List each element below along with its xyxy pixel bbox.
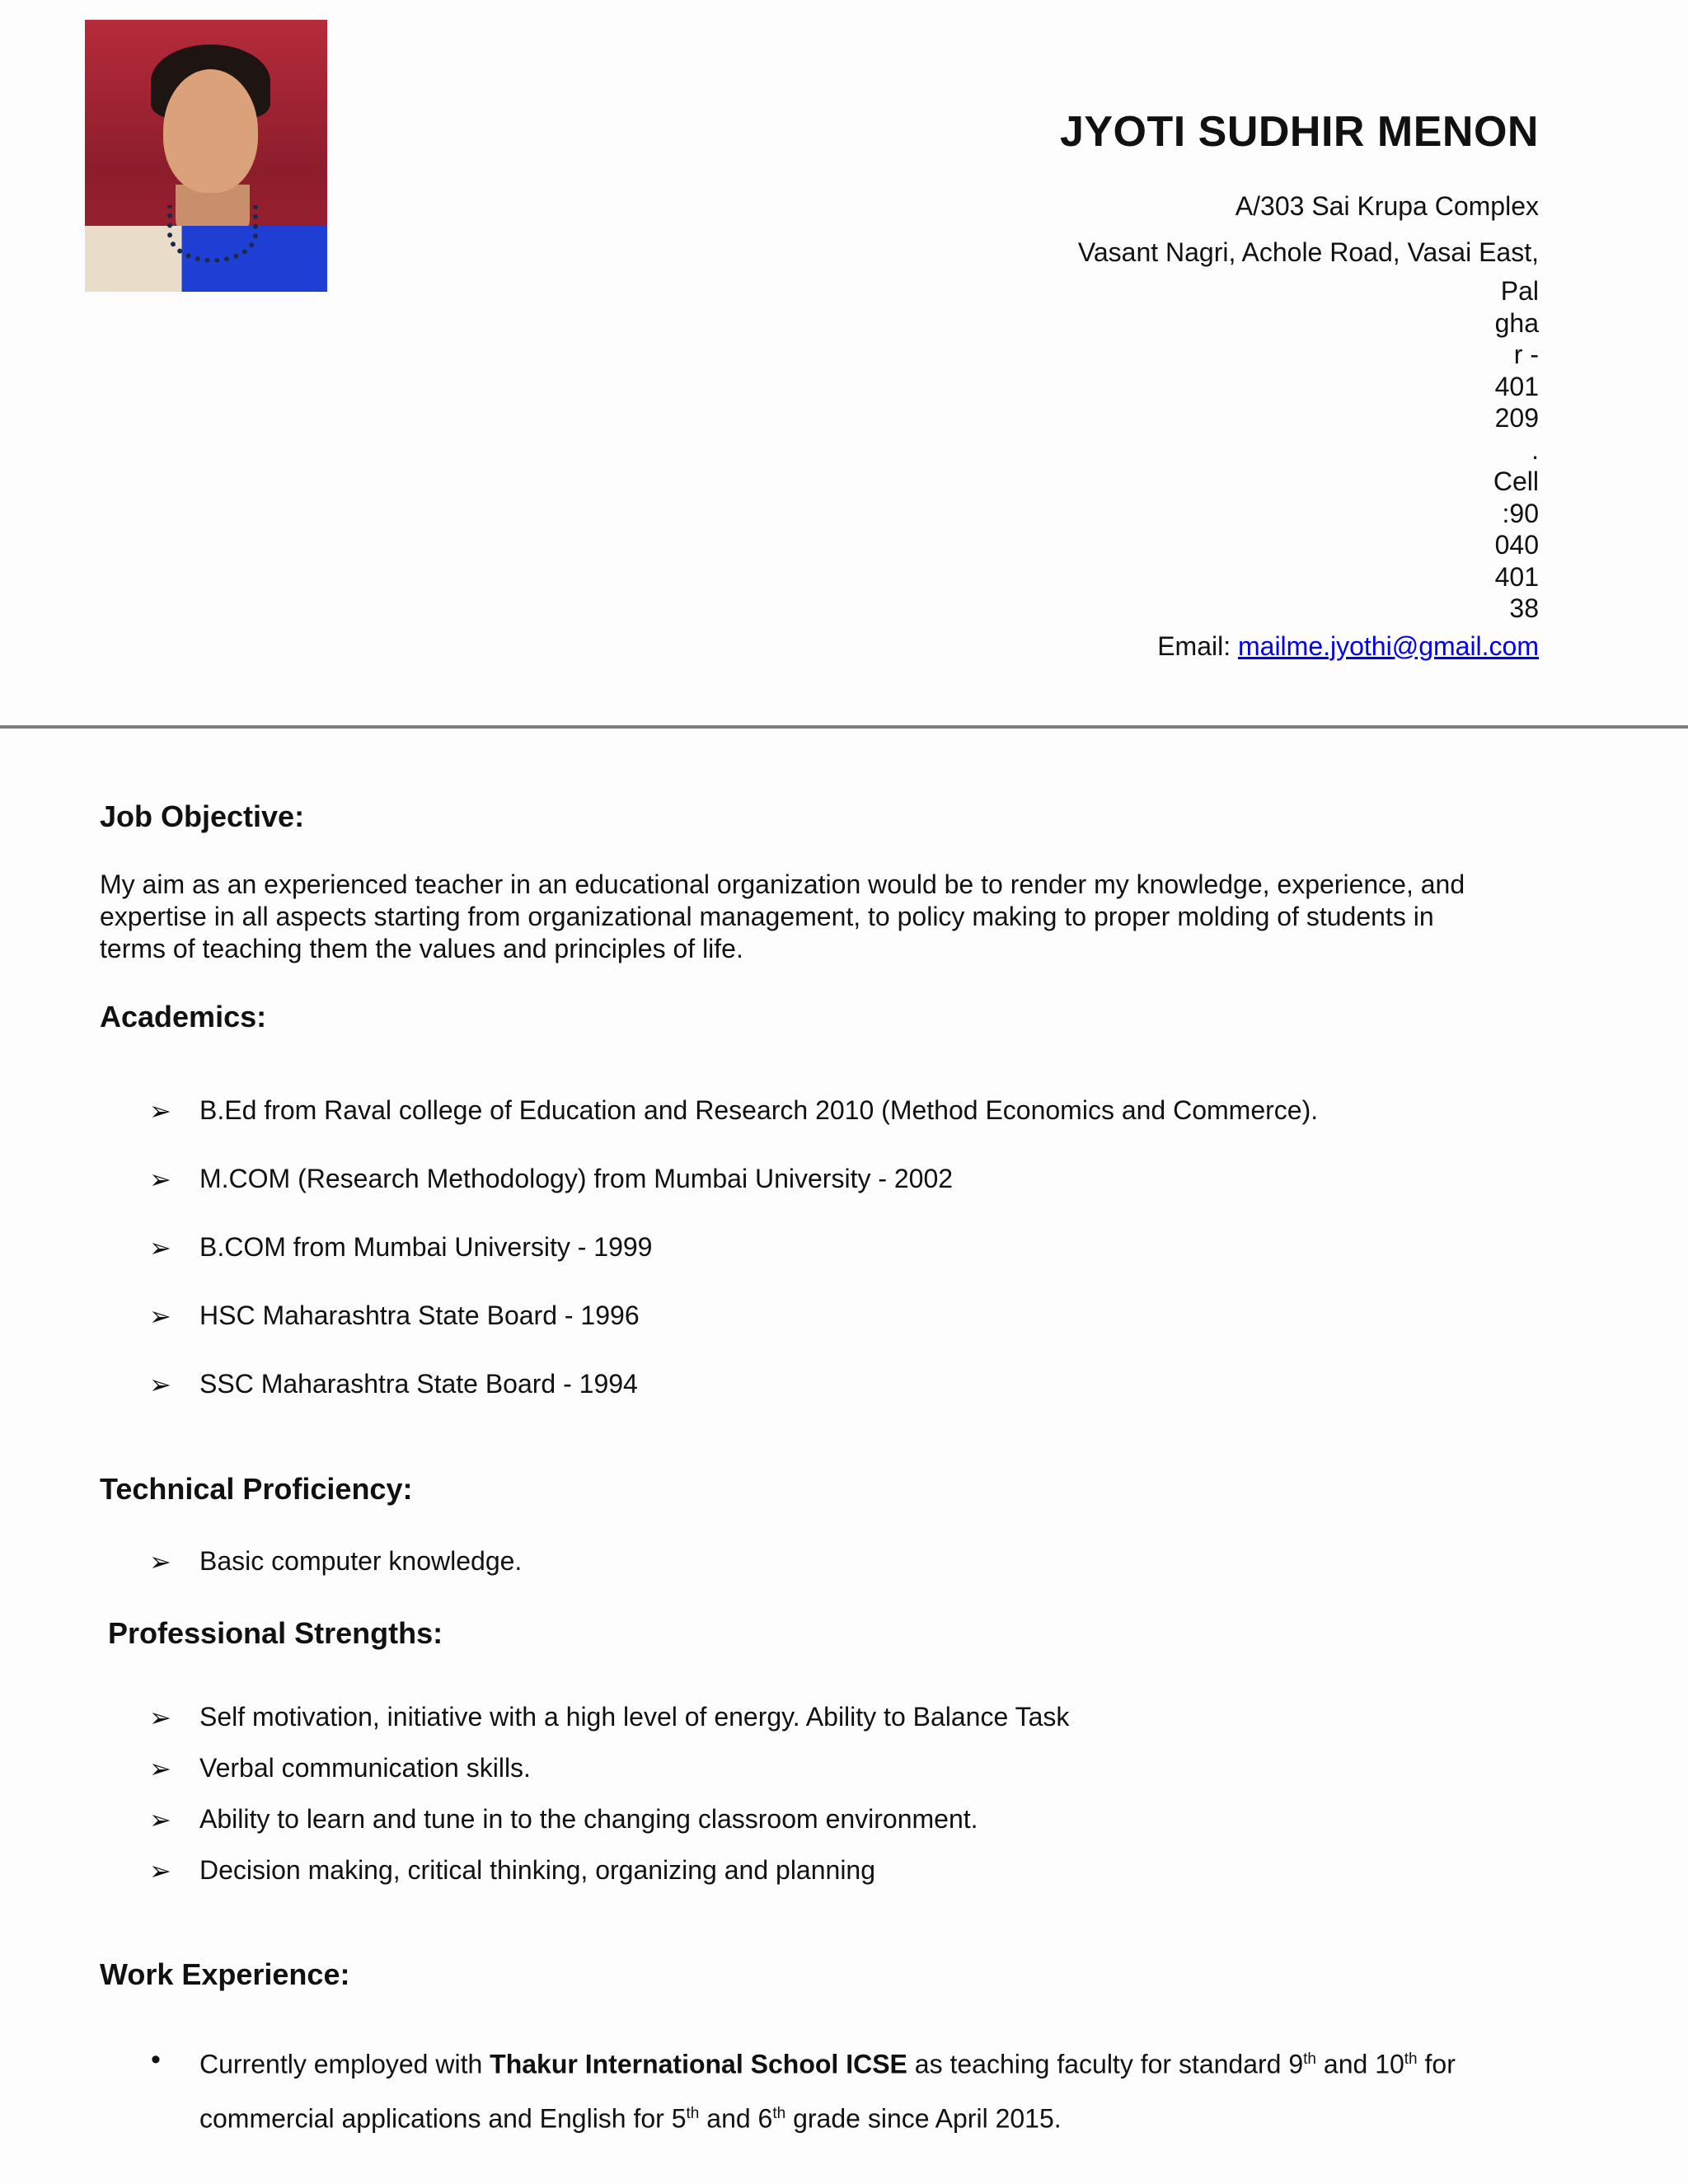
work-list <box>100 2035 1542 2143</box>
photo-face <box>163 69 258 193</box>
email-link[interactable]: mailme.jyothi@gmail.com <box>1237 630 1539 661</box>
wrapped-line: Cell <box>1493 466 1539 496</box>
strength-item-text: Verbal communication skills. <box>199 1753 531 1783</box>
list-item <box>100 1164 1542 1232</box>
header-divider <box>0 725 1688 729</box>
work-line2-b: and 6 <box>699 2103 773 2134</box>
address-line-1: A/303 Sai Krupa Complex <box>1235 191 1539 221</box>
strength-item-text: Ability to learn and tune in to the changing classroom environment. <box>199 1804 978 1834</box>
academics-item-text: B.COM from Mumbai University - 1999 <box>199 1232 653 1262</box>
list-item <box>100 1301 1542 1369</box>
address-line-2: Vasant Nagri, Achole Road, Vasai East, <box>1077 237 1539 267</box>
wrapped-line: gha <box>1494 307 1539 338</box>
academics-item-text: M.COM (Research Methodology) from Mumbai University - 2002 <box>199 1164 954 1193</box>
list-item <box>100 1095 1542 1164</box>
list-item <box>100 1804 1542 1855</box>
objective-line: terms of teaching them the values and principles of life. <box>100 934 743 963</box>
academics-item-text: SSC Maharashtra State Board - 1994 <box>199 1369 638 1399</box>
work-and: and 10 <box>1316 2049 1404 2079</box>
wrapped-line: 38 <box>1509 593 1539 623</box>
wrapped-line: 040 <box>1494 530 1539 560</box>
work-line2-c: grade since April 2015. <box>785 2103 1062 2134</box>
objective-text <box>100 869 1542 965</box>
wrapped-line: 209 <box>1494 403 1539 433</box>
objective-line: expertise in all aspects starting from organizational management, to policy making to proper molding of students in <box>100 902 1434 931</box>
arrow-bullet-icon: ➢ <box>149 1301 171 1331</box>
resume-body <box>100 799 1542 2143</box>
list-item <box>100 1753 1542 1804</box>
arrow-bullet-icon: ➢ <box>149 1754 171 1783</box>
academics-item-text: HSC Maharashtra State Board - 1996 <box>199 1301 640 1330</box>
strength-item-text: Decision making, critical thinking, organizing and planning <box>199 1855 876 1885</box>
profile-photo <box>85 20 327 292</box>
objective-heading: Job Objective: <box>100 799 305 833</box>
arrow-bullet-icon: ➢ <box>149 1805 171 1835</box>
academics-list <box>100 1095 1542 1437</box>
work-mid: as teaching faculty for standard 9 <box>907 2049 1304 2079</box>
arrow-bullet-icon: ➢ <box>149 1233 171 1263</box>
arrow-bullet-icon: ➢ <box>149 1096 171 1126</box>
photo-necklace <box>167 205 258 263</box>
strengths-list <box>100 1702 1542 1906</box>
arrow-bullet-icon: ➢ <box>149 1703 171 1732</box>
wrapped-line: :90 <box>1502 498 1539 528</box>
list-item <box>100 1546 1542 1577</box>
contact-header <box>1060 107 1539 662</box>
arrow-bullet-icon: ➢ <box>149 1370 171 1399</box>
technical-heading: Technical Proficiency: <box>100 1472 413 1506</box>
strengths-heading: Professional Strengths: <box>108 1616 443 1650</box>
email-line <box>1060 631 1539 662</box>
work-heading: Work Experience: <box>100 1957 350 1991</box>
list-item <box>100 1855 1542 1906</box>
technical-item-text: Basic computer knowledge. <box>199 1546 523 1576</box>
work-prefix: Currently employed with <box>199 2049 490 2079</box>
objective-line: My aim as an experienced teacher in an educational organization would be to render my knowledge, experience, and <box>100 869 1465 899</box>
list-item <box>100 1232 1542 1301</box>
wrapped-line: r - <box>1513 340 1539 369</box>
arrow-bullet-icon: ➢ <box>149 1856 171 1886</box>
wrapped-line: 401 <box>1494 561 1539 592</box>
strength-item-text: Self motivation, initiative with a high level of energy. Ability to Balance Task <box>199 1702 1070 1732</box>
wrapped-line: 401 <box>1494 371 1539 401</box>
arrow-bullet-icon: ➢ <box>149 1165 171 1194</box>
candidate-name: JYOTI SUDHIR MENON <box>1059 108 1539 156</box>
list-item <box>100 2035 1542 2143</box>
dot-bullet-icon: • <box>151 2044 161 2075</box>
wrapped-line: . <box>1531 434 1539 465</box>
list-item <box>100 1702 1542 1753</box>
wrapped-line: Pal <box>1500 276 1539 306</box>
academics-item-text: B.Ed from Raval college of Education and Research 2010 (Method Economics and Commerce). <box>199 1095 1319 1125</box>
email-label: Email: <box>1157 630 1238 661</box>
work-sup: th <box>772 2104 786 2122</box>
work-line2-a: commercial applications and English for 5 <box>199 2103 687 2134</box>
work-sup: th <box>686 2104 700 2122</box>
work-sup: th <box>1303 2050 1317 2068</box>
work-sup: th <box>1404 2050 1418 2068</box>
address-wrapped-column <box>1489 275 1539 625</box>
work-school: Thakur International School ICSE <box>490 2049 907 2079</box>
work-tail: for <box>1417 2049 1456 2079</box>
list-item <box>100 1369 1542 1437</box>
academics-heading: Academics: <box>100 1000 267 1033</box>
arrow-bullet-icon: ➢ <box>149 1547 171 1577</box>
technical-list <box>100 1546 1542 1577</box>
